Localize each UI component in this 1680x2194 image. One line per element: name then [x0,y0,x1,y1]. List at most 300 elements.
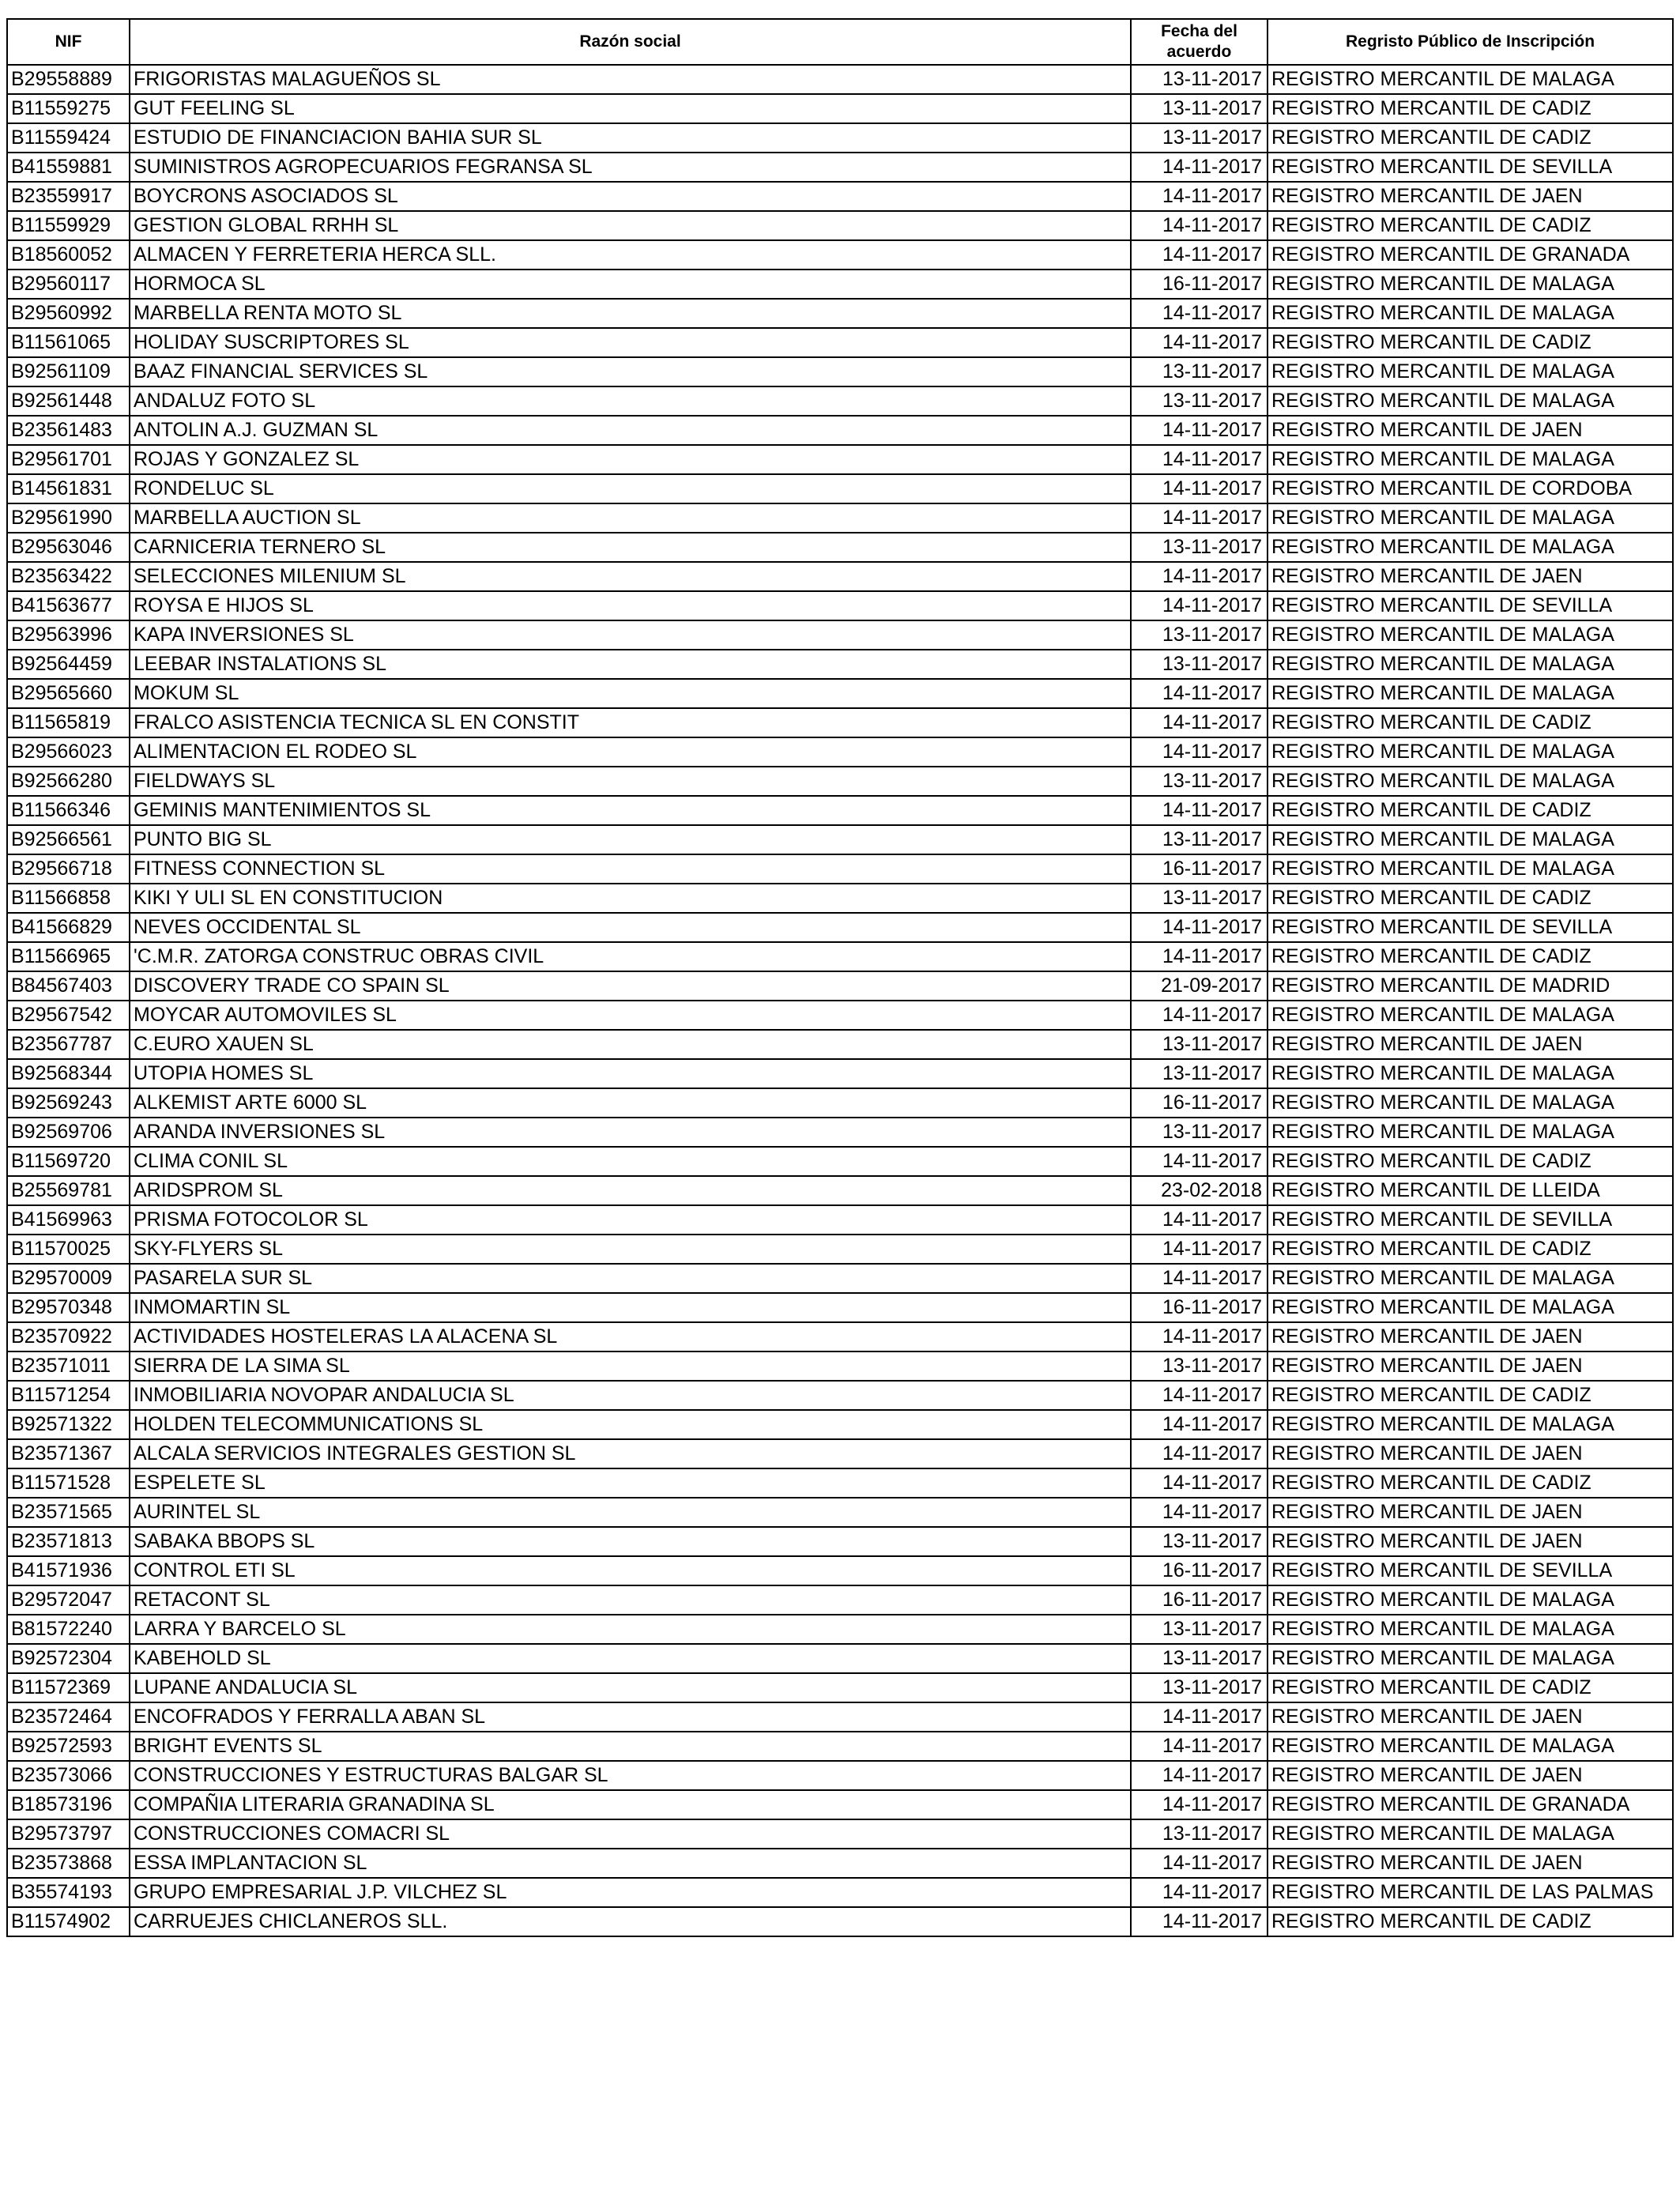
razon-social-cell: ENCOFRADOS Y FERRALLA ABAN SL [130,1702,1131,1732]
table-row [7,1878,1673,1907]
table-row [7,1702,1673,1732]
registro-cell: REGISTRO MERCANTIL DE LLEIDA [1268,1176,1673,1205]
nif-cell: B35574193 [7,1878,130,1907]
fecha-cell: 13-11-2017 [1131,1644,1268,1673]
razon-social-cell: C.EURO XAUEN SL [130,1030,1131,1059]
registro-cell: REGISTRO MERCANTIL DE SEVILLA [1268,1556,1673,1585]
fecha-cell: 14-11-2017 [1131,1147,1268,1176]
razon-social-cell: LUPANE ANDALUCIA SL [130,1673,1131,1702]
table-row [7,825,1673,854]
razon-social-cell: FITNESS CONNECTION SL [130,854,1131,884]
table-row [7,1498,1673,1527]
table-row [7,1030,1673,1059]
fecha-cell: 14-11-2017 [1131,796,1268,825]
razon-social-cell: NEVES OCCIDENTAL SL [130,913,1131,942]
nif-cell: B11571254 [7,1381,130,1410]
nif-cell: B92561109 [7,357,130,386]
fecha-cell: 13-11-2017 [1131,65,1268,94]
registro-cell: REGISTRO MERCANTIL DE MALAGA [1268,503,1673,533]
table-row [7,1322,1673,1351]
nif-cell: B11574902 [7,1907,130,1936]
registro-cell: REGISTRO MERCANTIL DE MALAGA [1268,854,1673,884]
table-row [7,416,1673,445]
registro-cell: REGISTRO MERCANTIL DE MALAGA [1268,1644,1673,1673]
fecha-cell: 13-11-2017 [1131,94,1268,123]
nif-cell: B41563677 [7,591,130,620]
nif-cell: B29563996 [7,620,130,650]
razon-social-cell: ALCALA SERVICIOS INTEGRALES GESTION SL [130,1439,1131,1468]
fecha-cell: 16-11-2017 [1131,1585,1268,1615]
header-row [7,19,1673,65]
nif-cell: B11571528 [7,1468,130,1498]
registro-cell: REGISTRO MERCANTIL DE MALAGA [1268,1615,1673,1644]
fecha-cell: 13-11-2017 [1131,1527,1268,1556]
nif-cell: B25569781 [7,1176,130,1205]
fecha-cell: 21-09-2017 [1131,971,1268,1001]
registro-cell: REGISTRO MERCANTIL DE MALAGA [1268,299,1673,328]
razon-social-cell: BAAZ FINANCIAL SERVICES SL [130,357,1131,386]
nif-cell: B29573797 [7,1819,130,1849]
registro-cell: REGISTRO MERCANTIL DE MALAGA [1268,1001,1673,1030]
registro-cell: REGISTRO MERCANTIL DE MALAGA [1268,1585,1673,1615]
registro-cell: REGISTRO MERCANTIL DE JAEN [1268,1030,1673,1059]
table-row [7,1381,1673,1410]
registro-cell: REGISTRO MERCANTIL DE MALAGA [1268,65,1673,94]
fecha-cell: 14-11-2017 [1131,1322,1268,1351]
companies-table [6,18,1674,1937]
razon-social-cell: HORMOCA SL [130,270,1131,299]
razon-social-cell: ESPELETE SL [130,1468,1131,1498]
registro-cell: REGISTRO MERCANTIL DE JAEN [1268,1761,1673,1790]
razon-social-cell: COMPAÑIA LITERARIA GRANADINA SL [130,1790,1131,1819]
registro-cell: REGISTRO MERCANTIL DE JAEN [1268,1527,1673,1556]
registro-cell: REGISTRO MERCANTIL DE MALAGA [1268,825,1673,854]
registro-cell: REGISTRO MERCANTIL DE MALAGA [1268,620,1673,650]
nif-cell: B11569720 [7,1147,130,1176]
nif-cell: B92569706 [7,1118,130,1147]
fecha-cell: 14-11-2017 [1131,1732,1268,1761]
razon-social-cell: KIKI Y ULI SL EN CONSTITUCION [130,884,1131,913]
nif-cell: B29558889 [7,65,130,94]
registro-cell: REGISTRO MERCANTIL DE CADIZ [1268,1468,1673,1498]
registro-cell: REGISTRO MERCANTIL DE MALAGA [1268,1264,1673,1293]
razon-social-cell: ARIDSPROM SL [130,1176,1131,1205]
razon-social-cell: 'C.M.R. ZATORGA CONSTRUC OBRAS CIVIL [130,942,1131,971]
header-razon-social: Razón social [130,19,1131,65]
nif-cell: B18560052 [7,240,130,270]
razon-social-cell: BRIGHT EVENTS SL [130,1732,1131,1761]
fecha-cell: 14-11-2017 [1131,503,1268,533]
table-row [7,1585,1673,1615]
registro-cell: REGISTRO MERCANTIL DE JAEN [1268,1498,1673,1527]
header-fecha: Fecha del acuerdo [1131,19,1268,65]
razon-social-cell: PASARELA SUR SL [130,1264,1131,1293]
table-row [7,1088,1673,1118]
table-row [7,1644,1673,1673]
registro-cell: REGISTRO MERCANTIL DE CADIZ [1268,123,1673,153]
razon-social-cell: ALKEMIST ARTE 6000 SL [130,1088,1131,1118]
nif-cell: B41571936 [7,1556,130,1585]
registro-cell: REGISTRO MERCANTIL DE MADRID [1268,971,1673,1001]
razon-social-cell: GESTION GLOBAL RRHH SL [130,211,1131,240]
razon-social-cell: ALMACEN Y FERRETERIA HERCA SLL. [130,240,1131,270]
table-row [7,1059,1673,1088]
registro-cell: REGISTRO MERCANTIL DE CADIZ [1268,1235,1673,1264]
table-row [7,767,1673,796]
fecha-cell: 16-11-2017 [1131,854,1268,884]
table-row [7,679,1673,708]
fecha-cell: 13-11-2017 [1131,825,1268,854]
razon-social-cell: ROYSA E HIJOS SL [130,591,1131,620]
nif-cell: B11572369 [7,1673,130,1702]
table-row [7,1819,1673,1849]
registro-cell: REGISTRO MERCANTIL DE CADIZ [1268,884,1673,913]
razon-social-cell: INMOMARTIN SL [130,1293,1131,1322]
table-row [7,1205,1673,1235]
razon-social-cell: CARNICERIA TERNERO SL [130,533,1131,562]
razon-social-cell: SABAKA BBOPS SL [130,1527,1131,1556]
nif-cell: B29561990 [7,503,130,533]
registro-cell: REGISTRO MERCANTIL DE MALAGA [1268,1819,1673,1849]
fecha-cell: 14-11-2017 [1131,474,1268,503]
razon-social-cell: ROJAS Y GONZALEZ SL [130,445,1131,474]
razon-social-cell: DISCOVERY TRADE CO SPAIN SL [130,971,1131,1001]
table-row [7,1673,1673,1702]
table-row [7,503,1673,533]
fecha-cell: 14-11-2017 [1131,1761,1268,1790]
nif-cell: B29560117 [7,270,130,299]
fecha-cell: 14-11-2017 [1131,1907,1268,1936]
registro-cell: REGISTRO MERCANTIL DE CADIZ [1268,328,1673,357]
nif-cell: B29566023 [7,737,130,767]
fecha-cell: 13-11-2017 [1131,533,1268,562]
nif-cell: B92568344 [7,1059,130,1088]
fecha-cell: 13-11-2017 [1131,767,1268,796]
razon-social-cell: CONSTRUCCIONES COMACRI SL [130,1819,1131,1849]
table-row [7,942,1673,971]
nif-cell: B11566858 [7,884,130,913]
registro-cell: REGISTRO MERCANTIL DE CADIZ [1268,708,1673,737]
fecha-cell: 14-11-2017 [1131,1410,1268,1439]
fecha-cell: 13-11-2017 [1131,357,1268,386]
table-row [7,153,1673,182]
fecha-cell: 14-11-2017 [1131,416,1268,445]
table-row [7,474,1673,503]
fecha-cell: 13-11-2017 [1131,1118,1268,1147]
table-row [7,270,1673,299]
registro-cell: REGISTRO MERCANTIL DE MALAGA [1268,445,1673,474]
header-nif: NIF [7,19,130,65]
fecha-cell: 13-11-2017 [1131,1615,1268,1644]
table-row [7,796,1673,825]
fecha-cell: 14-11-2017 [1131,1468,1268,1498]
fecha-cell: 14-11-2017 [1131,182,1268,211]
table-row [7,445,1673,474]
table-row [7,1351,1673,1381]
registro-cell: REGISTRO MERCANTIL DE MALAGA [1268,1410,1673,1439]
razon-social-cell: ALIMENTACION EL RODEO SL [130,737,1131,767]
table-row [7,123,1673,153]
razon-social-cell: LEEBAR INSTALATIONS SL [130,650,1131,679]
fecha-cell: 16-11-2017 [1131,1293,1268,1322]
registro-cell: REGISTRO MERCANTIL DE SEVILLA [1268,153,1673,182]
table-row [7,971,1673,1001]
registro-cell: REGISTRO MERCANTIL DE JAEN [1268,1351,1673,1381]
registro-cell: REGISTRO MERCANTIL DE CADIZ [1268,1907,1673,1936]
razon-social-cell: FRIGORISTAS MALAGUEÑOS SL [130,65,1131,94]
fecha-cell: 14-11-2017 [1131,942,1268,971]
table-row [7,328,1673,357]
nif-cell: B92571322 [7,1410,130,1439]
nif-cell: B11565819 [7,708,130,737]
header-registro: Regristo Público de Inscripción [1268,19,1673,65]
razon-social-cell: BOYCRONS ASOCIADOS SL [130,182,1131,211]
registro-cell: REGISTRO MERCANTIL DE MALAGA [1268,533,1673,562]
fecha-cell: 14-11-2017 [1131,240,1268,270]
fecha-cell: 14-11-2017 [1131,211,1268,240]
nif-cell: B29566718 [7,854,130,884]
fecha-cell: 14-11-2017 [1131,679,1268,708]
table-row [7,1118,1673,1147]
table-row [7,357,1673,386]
fecha-cell: 14-11-2017 [1131,445,1268,474]
razon-social-cell: SUMINISTROS AGROPECUARIOS FEGRANSA SL [130,153,1131,182]
fecha-cell: 13-11-2017 [1131,123,1268,153]
table-row [7,1468,1673,1498]
nif-cell: B81572240 [7,1615,130,1644]
registro-cell: REGISTRO MERCANTIL DE MALAGA [1268,1088,1673,1118]
nif-cell: B23561483 [7,416,130,445]
fecha-cell: 14-11-2017 [1131,299,1268,328]
nif-cell: B29570348 [7,1293,130,1322]
nif-cell: B18573196 [7,1790,130,1819]
registro-cell: REGISTRO MERCANTIL DE MALAGA [1268,357,1673,386]
table-row [7,1907,1673,1936]
nif-cell: B23563422 [7,562,130,591]
registro-cell: REGISTRO MERCANTIL DE MALAGA [1268,650,1673,679]
fecha-cell: 14-11-2017 [1131,1702,1268,1732]
razon-social-cell: CONTROL ETI SL [130,1556,1131,1585]
fecha-cell: 14-11-2017 [1131,913,1268,942]
nif-cell: B92572593 [7,1732,130,1761]
nif-cell: B23571813 [7,1527,130,1556]
nif-cell: B23573868 [7,1849,130,1878]
nif-cell: B29570009 [7,1264,130,1293]
razon-social-cell: INMOBILIARIA NOVOPAR ANDALUCIA SL [130,1381,1131,1410]
razon-social-cell: ANTOLIN A.J. GUZMAN SL [130,416,1131,445]
razon-social-cell: FIELDWAYS SL [130,767,1131,796]
registro-cell: REGISTRO MERCANTIL DE JAEN [1268,1322,1673,1351]
table-row [7,1615,1673,1644]
fecha-cell: 14-11-2017 [1131,562,1268,591]
nif-cell: B23571565 [7,1498,130,1527]
nif-cell: B84567403 [7,971,130,1001]
razon-social-cell: MARBELLA RENTA MOTO SL [130,299,1131,328]
registro-cell: REGISTRO MERCANTIL DE CADIZ [1268,1673,1673,1702]
nif-cell: B23571367 [7,1439,130,1468]
registro-cell: REGISTRO MERCANTIL DE CORDOBA [1268,474,1673,503]
registro-cell: REGISTRO MERCANTIL DE JAEN [1268,1702,1673,1732]
razon-social-cell: KABEHOLD SL [130,1644,1131,1673]
registro-cell: REGISTRO MERCANTIL DE SEVILLA [1268,591,1673,620]
table-row [7,1235,1673,1264]
fecha-cell: 13-11-2017 [1131,650,1268,679]
fecha-cell: 14-11-2017 [1131,1790,1268,1819]
fecha-cell: 14-11-2017 [1131,1878,1268,1907]
razon-social-cell: ESTUDIO DE FINANCIACION BAHIA SUR SL [130,123,1131,153]
table-row [7,1410,1673,1439]
razon-social-cell: PUNTO BIG SL [130,825,1131,854]
table-row [7,708,1673,737]
registro-cell: REGISTRO MERCANTIL DE GRANADA [1268,1790,1673,1819]
razon-social-cell: AURINTEL SL [130,1498,1131,1527]
registro-cell: REGISTRO MERCANTIL DE MALAGA [1268,767,1673,796]
razon-social-cell: HOLIDAY SUSCRIPTORES SL [130,328,1131,357]
table-row [7,1761,1673,1790]
table-row [7,620,1673,650]
nif-cell: B92566561 [7,825,130,854]
fecha-cell: 14-11-2017 [1131,1849,1268,1878]
nif-cell: B11566346 [7,796,130,825]
fecha-cell: 14-11-2017 [1131,153,1268,182]
razon-social-cell: CONSTRUCCIONES Y ESTRUCTURAS BALGAR SL [130,1761,1131,1790]
table-row [7,1849,1673,1878]
razon-social-cell: FRALCO ASISTENCIA TECNICA SL EN CONSTIT [130,708,1131,737]
nif-cell: B23572464 [7,1702,130,1732]
table-row [7,299,1673,328]
nif-cell: B23573066 [7,1761,130,1790]
table-row [7,913,1673,942]
fecha-cell: 13-11-2017 [1131,1030,1268,1059]
registro-cell: REGISTRO MERCANTIL DE SEVILLA [1268,1205,1673,1235]
table-row [7,854,1673,884]
nif-cell: B11566965 [7,942,130,971]
registro-cell: REGISTRO MERCANTIL DE MALAGA [1268,1059,1673,1088]
registro-cell: REGISTRO MERCANTIL DE JAEN [1268,1849,1673,1878]
fecha-cell: 14-11-2017 [1131,708,1268,737]
nif-cell: B11559424 [7,123,130,153]
nif-cell: B11559275 [7,94,130,123]
table-row [7,386,1673,416]
registro-cell: REGISTRO MERCANTIL DE CADIZ [1268,942,1673,971]
table-row [7,1790,1673,1819]
fecha-cell: 16-11-2017 [1131,1556,1268,1585]
fecha-cell: 13-11-2017 [1131,884,1268,913]
nif-cell: B14561831 [7,474,130,503]
razon-social-cell: GEMINIS MANTENIMIENTOS SL [130,796,1131,825]
razon-social-cell: GRUPO EMPRESARIAL J.P. VILCHEZ SL [130,1878,1131,1907]
registro-cell: REGISTRO MERCANTIL DE CADIZ [1268,211,1673,240]
table-row [7,1147,1673,1176]
fecha-cell: 14-11-2017 [1131,1381,1268,1410]
fecha-cell: 14-11-2017 [1131,1498,1268,1527]
registro-cell: REGISTRO MERCANTIL DE JAEN [1268,416,1673,445]
nif-cell: B23570922 [7,1322,130,1351]
table-body [7,65,1673,1936]
fecha-cell: 13-11-2017 [1131,386,1268,416]
nif-cell: B11559929 [7,211,130,240]
fecha-cell: 14-11-2017 [1131,737,1268,767]
registro-cell: REGISTRO MERCANTIL DE MALAGA [1268,737,1673,767]
fecha-cell: 16-11-2017 [1131,1088,1268,1118]
table-row [7,1439,1673,1468]
nif-cell: B23571011 [7,1351,130,1381]
registro-cell: REGISTRO MERCANTIL DE CADIZ [1268,94,1673,123]
registro-cell: REGISTRO MERCANTIL DE CADIZ [1268,796,1673,825]
razon-social-cell: RETACONT SL [130,1585,1131,1615]
registro-cell: REGISTRO MERCANTIL DE MALAGA [1268,1293,1673,1322]
nif-cell: B29565660 [7,679,130,708]
table-row [7,1527,1673,1556]
nif-cell: B29567542 [7,1001,130,1030]
fecha-cell: 14-11-2017 [1131,591,1268,620]
registro-cell: REGISTRO MERCANTIL DE LAS PALMAS [1268,1878,1673,1907]
razon-social-cell: LARRA Y BARCELO SL [130,1615,1131,1644]
nif-cell: B92572304 [7,1644,130,1673]
registro-cell: REGISTRO MERCANTIL DE CADIZ [1268,1147,1673,1176]
razon-social-cell: GUT FEELING SL [130,94,1131,123]
razon-social-cell: UTOPIA HOMES SL [130,1059,1131,1088]
fecha-cell: 14-11-2017 [1131,1264,1268,1293]
razon-social-cell: CARRUEJES CHICLANEROS SLL. [130,1907,1131,1936]
registro-cell: REGISTRO MERCANTIL DE MALAGA [1268,679,1673,708]
nif-cell: B11561065 [7,328,130,357]
razon-social-cell: CLIMA CONIL SL [130,1147,1131,1176]
nif-cell: B41569963 [7,1205,130,1235]
nif-cell: B41559881 [7,153,130,182]
table-row [7,1264,1673,1293]
razon-social-cell: MARBELLA AUCTION SL [130,503,1131,533]
razon-social-cell: KAPA INVERSIONES SL [130,620,1131,650]
nif-cell: B23567787 [7,1030,130,1059]
table-row [7,737,1673,767]
registro-cell: REGISTRO MERCANTIL DE MALAGA [1268,270,1673,299]
table-row [7,1176,1673,1205]
registro-cell: REGISTRO MERCANTIL DE JAEN [1268,182,1673,211]
registro-cell: REGISTRO MERCANTIL DE SEVILLA [1268,913,1673,942]
razon-social-cell: ACTIVIDADES HOSTELERAS LA ALACENA SL [130,1322,1131,1351]
razon-social-cell: ANDALUZ FOTO SL [130,386,1131,416]
razon-social-cell: ESSA IMPLANTACION SL [130,1849,1131,1878]
table-row [7,591,1673,620]
fecha-cell: 13-11-2017 [1131,1819,1268,1849]
nif-cell: B92566280 [7,767,130,796]
table-row [7,1556,1673,1585]
nif-cell: B29561701 [7,445,130,474]
fecha-cell: 14-11-2017 [1131,1439,1268,1468]
fecha-cell: 16-11-2017 [1131,270,1268,299]
fecha-cell: 13-11-2017 [1131,1351,1268,1381]
razon-social-cell: SKY-FLYERS SL [130,1235,1131,1264]
nif-cell: B29560992 [7,299,130,328]
table-row [7,533,1673,562]
nif-cell: B92569243 [7,1088,130,1118]
nif-cell: B92564459 [7,650,130,679]
razon-social-cell: MOYCAR AUTOMOVILES SL [130,1001,1131,1030]
registro-cell: REGISTRO MERCANTIL DE JAEN [1268,562,1673,591]
razon-social-cell: PRISMA FOTOCOLOR SL [130,1205,1131,1235]
fecha-cell: 14-11-2017 [1131,1205,1268,1235]
fecha-cell: 13-11-2017 [1131,620,1268,650]
fecha-cell: 13-11-2017 [1131,1059,1268,1088]
table-row [7,1732,1673,1761]
fecha-cell: 14-11-2017 [1131,1235,1268,1264]
table-row [7,562,1673,591]
fecha-cell: 13-11-2017 [1131,1673,1268,1702]
registro-cell: REGISTRO MERCANTIL DE JAEN [1268,1439,1673,1468]
nif-cell: B41566829 [7,913,130,942]
nif-cell: B92561448 [7,386,130,416]
